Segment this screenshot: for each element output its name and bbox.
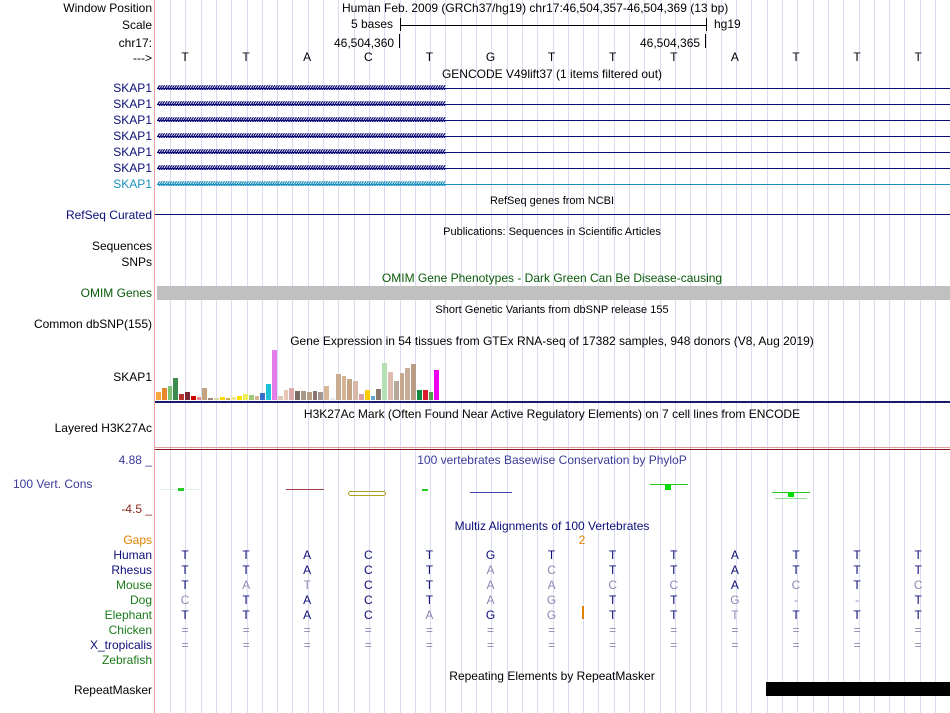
aligned-base: A xyxy=(303,608,312,622)
h3k27ac-signal-line xyxy=(155,449,950,450)
aligned-base: T xyxy=(853,608,861,622)
refseq-track-title: RefSeq genes from NCBI xyxy=(489,195,615,207)
aligned-base: T xyxy=(609,563,617,577)
species-label[interactable]: Dog xyxy=(129,593,152,607)
dbsnp-label[interactable]: Common dbSNP(155) xyxy=(33,317,152,331)
species-label[interactable]: Zebrafish xyxy=(101,653,152,667)
aligned-base: T xyxy=(609,608,617,622)
gtex-tissue-bar[interactable] xyxy=(226,398,231,400)
aligned-base: = xyxy=(486,638,495,652)
aligned-base: = xyxy=(792,623,800,637)
phylop-label[interactable]: 100 Vert. Cons xyxy=(13,477,93,491)
aligned-base: T xyxy=(181,578,189,592)
aligned-base: T xyxy=(670,548,678,562)
aligned-base: T xyxy=(425,563,434,577)
aligned-base: T xyxy=(425,578,434,592)
gtex-tissue-bar[interactable] xyxy=(208,398,213,400)
gtex-baseline xyxy=(155,401,950,403)
gencode-gene-label[interactable]: SKAP1 xyxy=(113,145,152,159)
reference-base: T xyxy=(853,50,861,64)
gtex-tissue-bar[interactable] xyxy=(197,397,202,400)
gtex-tissue-bar[interactable] xyxy=(179,394,184,400)
aligned-base: = xyxy=(609,638,617,652)
aligned-base: T xyxy=(670,563,678,577)
position-text[interactable]: Human Feb. 2009 (GRCh37/hg19) chr17:46,504,357-46,504,369 (13 bp) xyxy=(342,1,729,15)
aligned-base: C xyxy=(791,578,801,592)
gtex-tissue-bar[interactable] xyxy=(185,392,190,400)
gtex-tissue-bar[interactable] xyxy=(353,381,358,400)
aligned-base: = xyxy=(364,638,372,652)
aligned-base: = xyxy=(670,623,678,637)
reference-base: T xyxy=(670,50,678,64)
phylop-ymin: -4.5 _ xyxy=(121,502,152,516)
aligned-base: C xyxy=(669,578,679,592)
gtex-tissue-bar[interactable] xyxy=(278,396,283,400)
aligned-base: = xyxy=(486,623,495,637)
aligned-base: A xyxy=(730,548,739,562)
gaps-label[interactable]: Gaps xyxy=(123,533,152,547)
aligned-base: T xyxy=(914,593,922,607)
omim-gene-bar[interactable] xyxy=(157,286,950,300)
gencode-gene-label[interactable]: SKAP1 xyxy=(113,129,152,143)
aligned-base: - xyxy=(855,593,860,607)
strand-arrows: ‹‹‹‹‹‹‹‹‹‹‹‹‹‹‹‹‹‹‹‹‹‹‹‹‹‹‹‹‹‹‹‹‹‹‹‹‹‹‹‹‹‹‹‹‹‹‹‹‹‹‹‹‹‹‹‹‹‹‹‹‹‹‹‹‹‹‹‹‹‹‹‹‹‹‹‹‹‹‹‹‹‹‹‹‹‹‹‹‹‹‹‹‹‹‹‹‹‹‹‹‹‹‹‹‹‹‹‹‹‹‹‹‹‹‹‹‹‹‹‹ xyxy=(157,128,445,142)
aligned-base: C xyxy=(363,593,373,607)
gtex-tissue-bar[interactable] xyxy=(330,398,335,400)
gencode-gene-label[interactable]: SKAP1 xyxy=(113,161,152,175)
omim-track-title: OMIM Gene Phenotypes - Dark Green Can Be Disease-causing xyxy=(381,271,723,285)
coord-right: 46,504,365 xyxy=(640,36,701,50)
aligned-base: A xyxy=(730,563,739,577)
aligned-base: = xyxy=(303,638,311,652)
species-label[interactable]: Human xyxy=(113,548,152,562)
reference-base: T xyxy=(792,50,800,64)
gtex-tissue-bar[interactable] xyxy=(405,368,410,400)
gtex-tissue-bar[interactable] xyxy=(301,391,306,400)
pubs-track-title: Publications: Sequences in Scientific Articles xyxy=(443,226,661,238)
gtex-tissue-bar[interactable] xyxy=(313,391,318,400)
gtex-tissue-bar[interactable] xyxy=(365,390,370,400)
aligned-base: = xyxy=(425,623,433,637)
aligned-base: T xyxy=(792,548,800,562)
gtex-track-title: Gene Expression in 54 tissues from GTEx RNA-seq of 17382 samples, 948 donors (V8, Aug 2019) xyxy=(290,334,814,348)
reference-base: T xyxy=(914,50,922,64)
scale-bar-left-tick xyxy=(400,18,401,31)
h3k27ac-top-line xyxy=(155,447,950,448)
assembly-label: hg19 xyxy=(714,17,741,31)
reference-base: A xyxy=(303,50,312,64)
aligned-base: T xyxy=(425,548,434,562)
gtex-tissue-bar[interactable] xyxy=(376,389,381,400)
aligned-base: T xyxy=(792,563,800,577)
gtex-tissue-bar[interactable] xyxy=(168,386,173,400)
gtex-tissue-bar[interactable] xyxy=(423,390,428,400)
gtex-tissue-bar[interactable] xyxy=(295,391,300,400)
species-label[interactable]: Chicken xyxy=(108,623,152,637)
refseq-label[interactable]: RefSeq Curated xyxy=(65,208,152,222)
gtex-tissue-bar[interactable] xyxy=(272,350,277,400)
gencode-gene-label[interactable]: SKAP1 xyxy=(113,113,152,127)
aligned-base: = xyxy=(609,623,617,637)
aligned-base: T xyxy=(792,608,800,622)
multiz-track-title: Multiz Alignments of 100 Vertebrates xyxy=(454,519,650,533)
aligned-base: A xyxy=(303,548,312,562)
gtex-tissue-bar[interactable] xyxy=(237,396,242,400)
gtex-tissue-bar[interactable] xyxy=(382,363,387,400)
aligned-base: T xyxy=(181,548,189,562)
aligned-base: T xyxy=(853,548,861,562)
gtex-tissue-bar[interactable] xyxy=(400,373,405,400)
aligned-base: G xyxy=(546,593,557,607)
gtex-tissue-bar[interactable] xyxy=(173,378,178,400)
dbsnp-track-title: Short Genetic Variants from dbSNP release 155 xyxy=(435,304,669,316)
reference-base: T xyxy=(547,50,556,64)
reference-base: A xyxy=(730,50,739,64)
scale-bar xyxy=(400,25,707,26)
species-label[interactable]: Mouse xyxy=(115,578,152,592)
chrom-label: chr17: xyxy=(118,36,152,50)
strand-arrow-label: ---> xyxy=(133,51,152,65)
gtex-tissue-bar[interactable] xyxy=(417,390,422,400)
strand-arrows: ‹‹‹‹‹‹‹‹‹‹‹‹‹‹‹‹‹‹‹‹‹‹‹‹‹‹‹‹‹‹‹‹‹‹‹‹‹‹‹‹‹‹‹‹‹‹‹‹‹‹‹‹‹‹‹‹‹‹‹‹‹‹‹‹‹‹‹‹‹‹‹‹‹‹‹‹‹‹‹‹‹‹‹‹‹‹‹‹‹‹‹‹‹‹‹‹‹‹‹‹‹‹‹‹‹‹‹‹‹‹‹‹‹‹‹‹‹‹‹‹ xyxy=(157,176,445,190)
phylop-ymax: 4.88 _ xyxy=(118,453,152,467)
gtex-tissue-bar[interactable] xyxy=(284,390,289,400)
aligned-base: T xyxy=(670,593,678,607)
aligned-base: = xyxy=(242,638,250,652)
gtex-tissue-bar[interactable] xyxy=(371,396,376,400)
gtex-tissue-bar[interactable] xyxy=(202,388,207,400)
aligned-base: T xyxy=(242,548,250,562)
gtex-tissue-bar[interactable] xyxy=(255,396,260,400)
aligned-base: = xyxy=(731,623,739,637)
gtex-tissue-bar[interactable] xyxy=(220,397,225,400)
aligned-base: A xyxy=(486,593,495,607)
strand-arrows: ‹‹‹‹‹‹‹‹‹‹‹‹‹‹‹‹‹‹‹‹‹‹‹‹‹‹‹‹‹‹‹‹‹‹‹‹‹‹‹‹‹‹‹‹‹‹‹‹‹‹‹‹‹‹‹‹‹‹‹‹‹‹‹‹‹‹‹‹‹‹‹‹‹‹‹‹‹‹‹‹‹‹‹‹‹‹‹‹‹‹‹‹‹‹‹‹‹‹‹‹‹‹‹‹‹‹‹‹‹‹‹‹‹‹‹‹‹‹‹‹ xyxy=(157,96,445,110)
aligned-base: T xyxy=(242,608,250,622)
aligned-base: T xyxy=(547,548,556,562)
aligned-base: C xyxy=(180,593,190,607)
h3k27ac-label[interactable]: Layered H3K27Ac xyxy=(54,421,152,435)
aligned-base: G xyxy=(485,608,496,622)
aligned-base: A xyxy=(242,578,251,592)
gtex-tissue-bar[interactable] xyxy=(162,388,167,400)
gtex-tissue-bar[interactable] xyxy=(324,386,329,400)
reference-base: T xyxy=(609,50,617,64)
omim-label[interactable]: OMIM Genes xyxy=(80,286,152,300)
phylop-track-title: 100 vertebrates Basewise Conservation by PhyloP xyxy=(417,453,687,467)
h3k27ac-track-title: H3K27Ac Mark (Often Found Near Active Regulatory Elements) on 7 cell lines from ENCODE xyxy=(303,407,801,421)
aligned-base: T xyxy=(670,608,678,622)
aligned-base: T xyxy=(181,608,189,622)
aligned-base: T xyxy=(609,548,617,562)
aligned-base: T xyxy=(853,563,861,577)
scale-label: Scale xyxy=(121,18,152,32)
strand-arrows: ‹‹‹‹‹‹‹‹‹‹‹‹‹‹‹‹‹‹‹‹‹‹‹‹‹‹‹‹‹‹‹‹‹‹‹‹‹‹‹‹‹‹‹‹‹‹‹‹‹‹‹‹‹‹‹‹‹‹‹‹‹‹‹‹‹‹‹‹‹‹‹‹‹‹‹‹‹‹‹‹‹‹‹‹‹‹‹‹‹‹‹‹‹‹‹‹‹‹‹‹‹‹‹‹‹‹‹‹‹‹‹‹‹‹‹‹‹‹‹‹ xyxy=(157,144,445,158)
gtex-tissue-bar[interactable] xyxy=(394,381,399,400)
gtex-tissue-bar[interactable] xyxy=(388,372,393,400)
aligned-base: = xyxy=(853,623,861,637)
aligned-base: - xyxy=(794,593,798,607)
gtex-tissue-bar[interactable] xyxy=(266,384,271,400)
aligned-base: C xyxy=(363,548,373,562)
aligned-base: C xyxy=(547,563,556,577)
gtex-tissue-bar[interactable] xyxy=(359,394,364,400)
aligned-base: T xyxy=(425,593,434,607)
aligned-base: G xyxy=(485,548,496,562)
aligned-base: C xyxy=(608,578,618,592)
aligned-base: T xyxy=(242,593,250,607)
scale-bar-right-tick xyxy=(706,18,707,31)
repeat-element[interactable] xyxy=(766,682,950,696)
strand-arrows: ‹‹‹‹‹‹‹‹‹‹‹‹‹‹‹‹‹‹‹‹‹‹‹‹‹‹‹‹‹‹‹‹‹‹‹‹‹‹‹‹‹‹‹‹‹‹‹‹‹‹‹‹‹‹‹‹‹‹‹‹‹‹‹‹‹‹‹‹‹‹‹‹‹‹‹‹‹‹‹‹‹‹‹‹‹‹‹‹‹‹‹‹‹‹‹‹‹‹‹‹‹‹‹‹‹‹‹‹‹‹‹‹‹‹‹‹‹‹‹‹ xyxy=(157,160,445,174)
aligned-base: = xyxy=(181,623,189,637)
aligned-base: G xyxy=(730,593,740,607)
aligned-base: = xyxy=(792,638,800,652)
gtex-tissue-bar[interactable] xyxy=(156,392,161,400)
aligned-base: T xyxy=(303,578,311,592)
aligned-base: A xyxy=(547,578,556,592)
refseq-gene-line[interactable] xyxy=(155,214,950,215)
gtex-tissue-bar[interactable] xyxy=(231,397,236,400)
gtex-tissue-bar[interactable] xyxy=(336,374,341,400)
aligned-base: = xyxy=(548,638,556,652)
aligned-base: T xyxy=(181,563,189,577)
gtex-tissue-bar[interactable] xyxy=(243,394,248,400)
aligned-base: = xyxy=(364,623,372,637)
aligned-base: C xyxy=(363,578,373,592)
coord-right-tick xyxy=(705,34,706,48)
aligned-base: = xyxy=(425,638,433,652)
label-separator xyxy=(154,0,155,713)
scale-text: 5 bases xyxy=(351,17,394,31)
aligned-base: = xyxy=(303,623,311,637)
reference-base: T xyxy=(425,50,434,64)
gtex-tissue-bar[interactable] xyxy=(214,398,219,400)
gtex-tissue-bar[interactable] xyxy=(191,396,196,400)
aligned-base: T xyxy=(609,593,617,607)
species-label[interactable]: Elephant xyxy=(104,608,152,622)
gencode-track-title: GENCODE V49lift37 (1 items filtered out) xyxy=(441,67,663,81)
aligned-base: C xyxy=(363,563,373,577)
aligned-base: C xyxy=(913,578,923,592)
gencode-gene-label[interactable]: SKAP1 xyxy=(113,81,152,95)
aligned-base: A xyxy=(303,593,312,607)
gencode-gene-label[interactable]: SKAP1 xyxy=(113,177,152,191)
aligned-base: T xyxy=(853,578,861,592)
species-label[interactable]: Rhesus xyxy=(111,563,152,577)
gtex-tissue-bar[interactable] xyxy=(347,379,352,400)
aligned-base: = xyxy=(731,638,739,652)
gtex-label[interactable]: SKAP1 xyxy=(113,370,152,384)
snps-label[interactable]: SNPs xyxy=(121,255,152,269)
aligned-base: T xyxy=(242,563,250,577)
aligned-base: A xyxy=(486,563,495,577)
gtex-tissue-bar[interactable] xyxy=(434,370,439,400)
aligned-base: T xyxy=(914,548,922,562)
species-label[interactable]: X_tropicalis xyxy=(89,638,152,652)
aligned-base: = xyxy=(242,623,250,637)
reference-base: G xyxy=(485,50,496,64)
repeatmasker-track-title: Repeating Elements by RepeatMasker xyxy=(449,669,655,683)
gencode-gene-label[interactable]: SKAP1 xyxy=(113,97,152,111)
aligned-base: = xyxy=(670,638,678,652)
aligned-base: T xyxy=(914,608,922,622)
aligned-base: = xyxy=(914,623,922,637)
reference-base: T xyxy=(242,50,250,64)
aligned-base: = xyxy=(853,638,861,652)
gtex-tissue-bar[interactable] xyxy=(260,393,265,400)
reference-base: T xyxy=(181,50,189,64)
gtex-tissue-bar[interactable] xyxy=(342,376,347,400)
reference-base: C xyxy=(363,50,373,64)
aligned-base: A xyxy=(486,578,495,592)
gtex-tissue-bar[interactable] xyxy=(411,364,416,400)
aligned-base: A xyxy=(730,578,739,592)
aligned-base: C xyxy=(363,608,373,622)
gtex-tissue-bar[interactable] xyxy=(318,392,323,400)
gap-count: 2 xyxy=(578,533,586,547)
pubs-label[interactable]: Sequences xyxy=(91,239,152,253)
gtex-tissue-bar[interactable] xyxy=(429,392,434,400)
strand-arrows: ‹‹‹‹‹‹‹‹‹‹‹‹‹‹‹‹‹‹‹‹‹‹‹‹‹‹‹‹‹‹‹‹‹‹‹‹‹‹‹‹‹‹‹‹‹‹‹‹‹‹‹‹‹‹‹‹‹‹‹‹‹‹‹‹‹‹‹‹‹‹‹‹‹‹‹‹‹‹‹‹‹‹‹‹‹‹‹‹‹‹‹‹‹‹‹‹‹‹‹‹‹‹‹‹‹‹‹‹‹‹‹‹‹‹‹‹‹‹‹‹ xyxy=(157,80,445,94)
strand-arrows: ‹‹‹‹‹‹‹‹‹‹‹‹‹‹‹‹‹‹‹‹‹‹‹‹‹‹‹‹‹‹‹‹‹‹‹‹‹‹‹‹‹‹‹‹‹‹‹‹‹‹‹‹‹‹‹‹‹‹‹‹‹‹‹‹‹‹‹‹‹‹‹‹‹‹‹‹‹‹‹‹‹‹‹‹‹‹‹‹‹‹‹‹‹‹‹‹‹‹‹‹‹‹‹‹‹‹‹‹‹‹‹‹‹‹‹‹‹‹‹‹ xyxy=(157,112,445,126)
gtex-tissue-bar[interactable] xyxy=(307,392,312,400)
gtex-tissue-bar[interactable] xyxy=(289,388,294,400)
window-position-label: Window Position xyxy=(63,1,152,15)
aligned-base: A xyxy=(425,608,434,622)
elephant-insertion-mark xyxy=(582,606,584,619)
aligned-base: = xyxy=(181,638,189,652)
aligned-base: = xyxy=(914,638,922,652)
aligned-base: T xyxy=(731,608,739,622)
aligned-base: A xyxy=(303,563,312,577)
repeatmasker-label[interactable]: RepeatMasker xyxy=(73,683,152,697)
coord-left: 46,504,360 xyxy=(334,36,395,50)
aligned-base: G xyxy=(546,608,557,622)
aligned-base: T xyxy=(914,563,922,577)
aligned-base: = xyxy=(548,623,556,637)
coord-left-tick xyxy=(399,34,400,48)
gtex-tissue-bar[interactable] xyxy=(249,395,254,400)
